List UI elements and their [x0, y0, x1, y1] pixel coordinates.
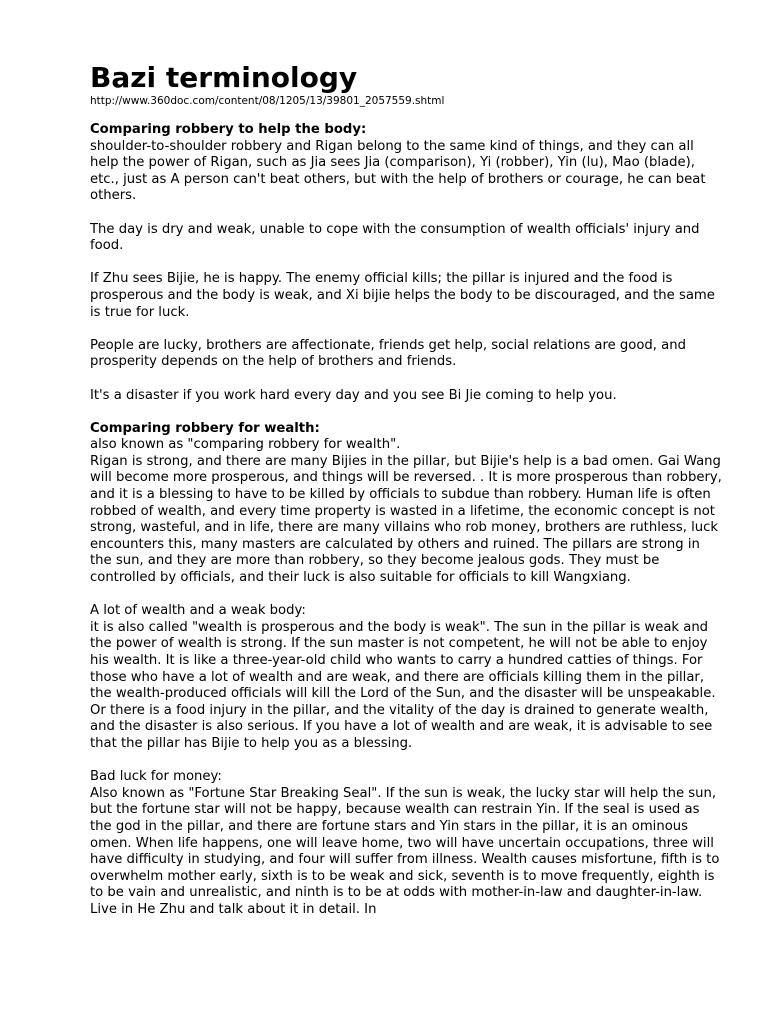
document-page	[90, 62, 722, 935]
section-comparing-robbery-wealth	[90, 421, 722, 587]
paragraph-block	[90, 222, 722, 255]
paragraph: The day is dry and weak, unable to cope with the consumption of wealth officials' injury and food.	[90, 221, 700, 254]
paragraph: Also known as "Fortune Star Breaking Seal". If the sun is weak, the lucky star will help the sun, but the fortune star will not be happy, because wealth can restrain Yin. If the seal is used as the god in the pillar, and there are fortune stars and Yin stars in the pillar, it is an ominous omen. When life happens, one will leave home, two will have uncertain occupations, three will have difficulty in studying, and four will suffer from illness. Wealth causes misfortune, fifth is to overwhelm mother early, sixth is to be weak and sick, seventh is to move frequently, eighth is to be vain and unrealistic, and ninth is to be at odds with mother-in-law and daughter-in-law. Live in He Zhu and talk about it in detail. In	[90, 785, 720, 917]
section-heading: Comparing robbery for wealth:	[90, 420, 320, 436]
source-url: http://www.360doc.com/content/08/1205/13/39801_2057559.shtml	[90, 95, 445, 107]
section-bad-luck-money	[90, 769, 722, 918]
paragraph: shoulder-to-shoulder robbery and Rigan belong to the same kind of things, and they can all help the power of Rigan, such as Jia sees Jia (comparison), Yi (robber), Yin (lu), Mao (blade), etc., just as A person can't beat others, but with the help of brothers or courage, he can beat others.	[90, 138, 706, 204]
section-wealth-weak-body	[90, 603, 722, 752]
paragraph: It's a disaster if you work hard every day and you see Bi Jie coming to help you.	[90, 387, 617, 403]
section-comparing-robbery-help-body	[90, 122, 722, 205]
paragraph: also known as "comparing robbery for wealth".	[90, 437, 401, 453]
paragraph: Rigan is strong, and there are many Bijies in the pillar, but Bijie's help is a bad omen. Gai Wang will become more prosperous, and things will be reversed. . It is more prosperous than robbery, and it is a blessing to have to be killed by officials to subdue than robbery. Human life is often robbed of wealth, and every time property is wasted in a lifetime, the economic concept is not strong, wasteful, and in life, there are many villains who rob money, brothers are ruthless, luck encounters this, many masters are calculated by others and ruined. The pillars are strong in the sun, and they are more than robbery, so they become jealous gods. They must be controlled by officials, and their luck is also suitable for officials to kill Wangxiang.	[90, 453, 722, 586]
section-heading: A lot of wealth and a weak body:	[90, 603, 306, 619]
section-heading: Bad luck for money:	[90, 769, 222, 785]
paragraph: People are lucky, brothers are affectionate, friends get help, social relations are good, and prosperity depends on the help of brothers and friends.	[90, 337, 686, 370]
paragraph: it is also called "wealth is prosperous and the body is weak". The sun in the pillar is weak and the power of wealth is strong. If the sun master is not competent, he will not be able to enjoy his wealth. It is like a three-year-old child who wants to carry a hundred catties of things. For those who have a lot of wealth and are weak, and there are officials killing them in the pillar, the wealth-produced officials will kill the Lord of the Sun, and the disaster will be unspeakable. Or there is a food injury in the pillar, and the vitality of the day is drained to generate wealth, and the disaster is also serious. If you have a lot of wealth and are weak, it is advisable to see that the pillar has Bijie to help you as a blessing.	[90, 619, 716, 751]
paragraph-block	[90, 388, 722, 405]
document-title: Bazi terminology	[90, 61, 358, 94]
section-heading: Comparing robbery to help the body:	[90, 122, 367, 137]
paragraph-block	[90, 271, 722, 321]
paragraph: If Zhu sees Bijie, he is happy. The enemy official kills; the pillar is injured and the food is prosperous and the body is weak, and Xi bijie helps the body to be discouraged, and the same is true for luck.	[90, 271, 715, 320]
paragraph-block	[90, 338, 722, 371]
